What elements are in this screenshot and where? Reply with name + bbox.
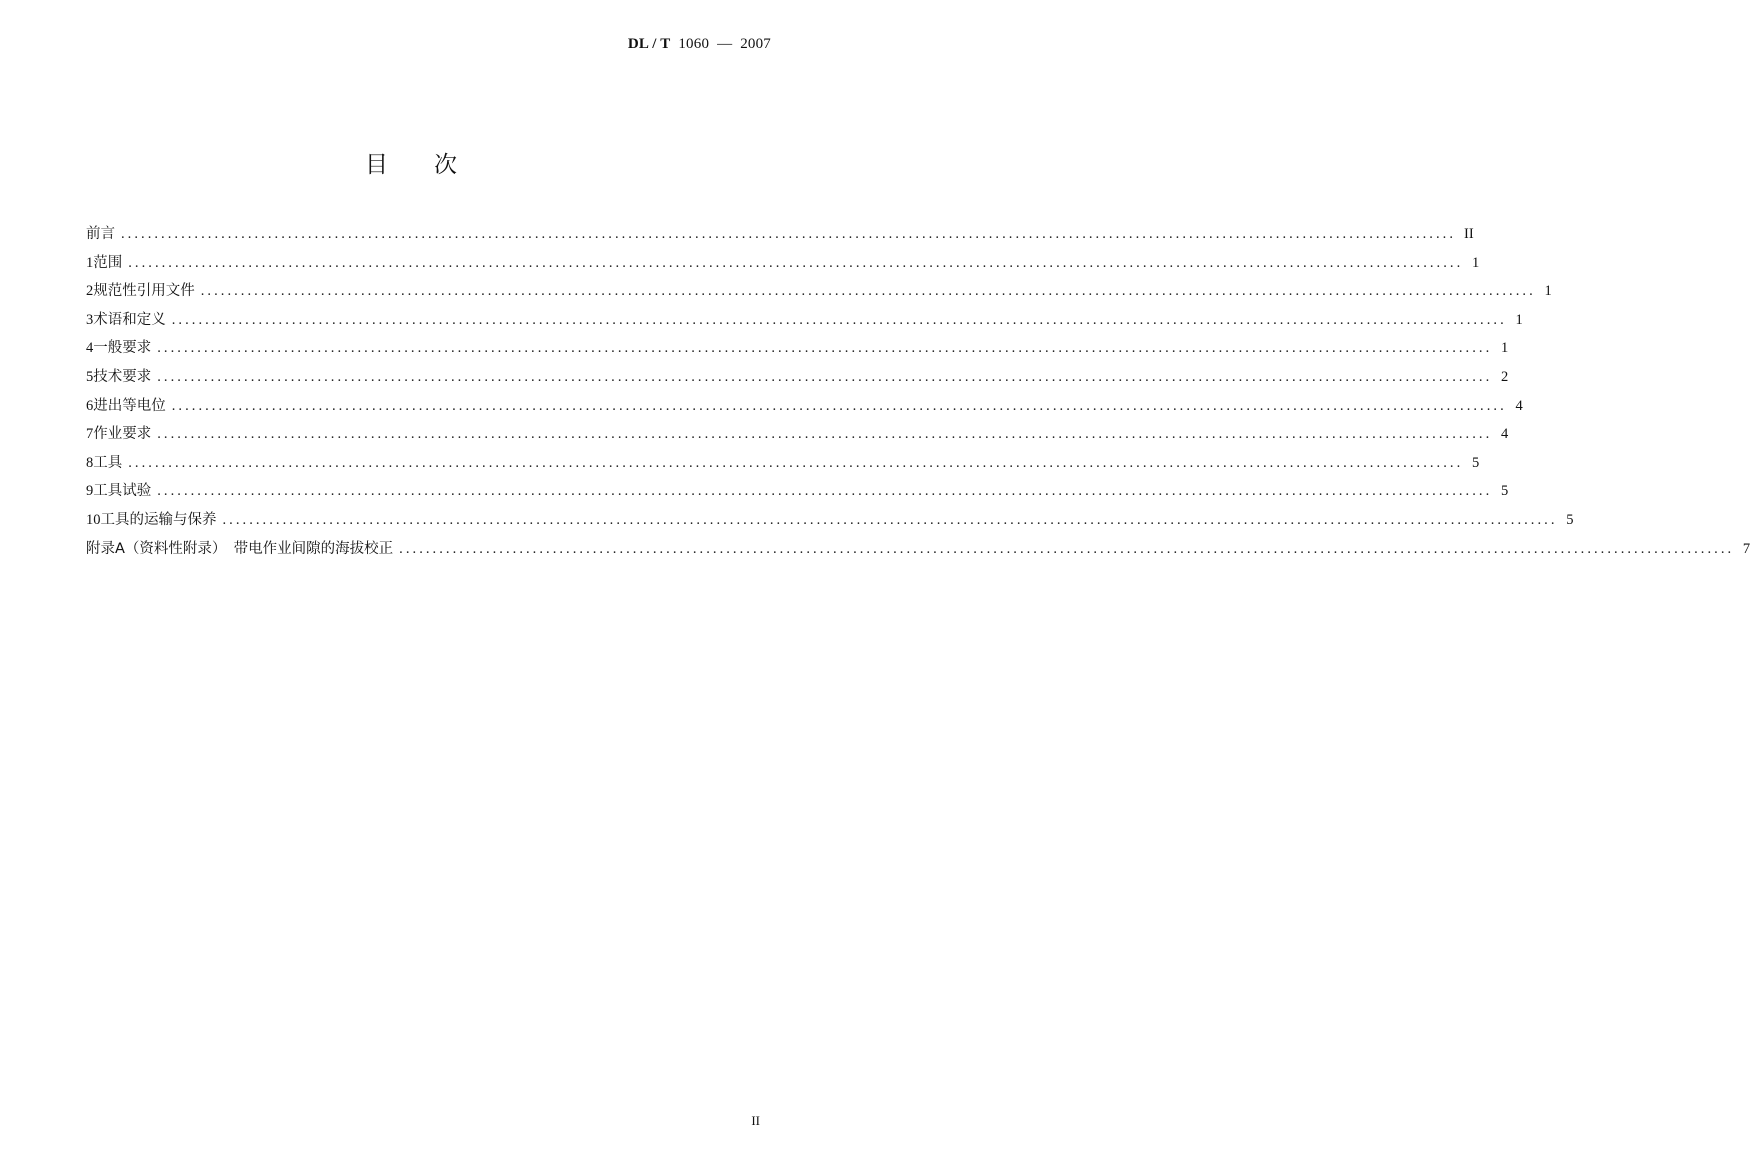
dot-leader: ........................................................................................................................................................................................................	[121, 226, 1456, 242]
toc-entry-label: 进出等电位	[93, 397, 166, 414]
toc-entry-label: 规范性引用文件	[93, 283, 195, 300]
toc-entry-label: 工具试验	[93, 483, 152, 500]
dot-leader: ........................................................................................................................................................................................................	[157, 340, 1493, 357]
toc-entry-page: 1	[1501, 340, 1509, 357]
toc-entry-number: 8	[86, 454, 94, 471]
toc-entry-label: 工具	[93, 454, 123, 471]
toc-entry-label: 术语和定义	[93, 311, 166, 328]
toc-entry-label: 技术要求	[93, 368, 152, 385]
toc-entry-page: 5	[1501, 483, 1509, 500]
toc-entry-label: 前言	[86, 226, 115, 242]
toc-entry-page: 5	[1566, 511, 1574, 528]
dot-leader: ........................................................................................................................................................................................................	[200, 283, 1536, 300]
title-char-2: 次	[434, 152, 457, 178]
dot-leader: ........................................................................................................................................................................................................	[171, 311, 1507, 328]
dot-leader: ........................................................................................................................................................................................................	[171, 397, 1507, 414]
toc-entry-8[interactable]	[86, 452, 1480, 481]
standard-year: 2007	[740, 36, 771, 52]
toc-entry-1[interactable]	[86, 252, 1480, 281]
toc-entry-page: 1	[1472, 254, 1480, 271]
toc-entry-label: 附录A（资料性附录） 带电作业间隙的海拔校正	[86, 540, 394, 557]
toc-entry-number: 1	[86, 254, 94, 271]
toc-entry-label: 一般要求	[93, 340, 152, 357]
toc-entry-label: 工具的运输与保养	[100, 511, 217, 528]
toc-entry-10[interactable]	[86, 509, 1574, 538]
toc-entry-page: 4	[1515, 397, 1523, 414]
toc-entry-number: 5	[86, 368, 94, 385]
header-dash: —	[717, 36, 733, 52]
title-char-1: 目	[365, 152, 388, 178]
toc-entry-page: 5	[1472, 454, 1480, 471]
toc-entry-number: 10	[86, 511, 101, 528]
toc-entry-page: II	[1464, 226, 1474, 242]
dot-leader: ........................................................................................................................................................................................................	[399, 540, 1735, 557]
standard-number: 1060	[678, 36, 710, 52]
document-header	[628, 36, 771, 53]
toc-entry-preface[interactable]	[86, 223, 1474, 252]
page-number-footer: II	[751, 1113, 760, 1128]
table-of-contents	[86, 223, 1750, 566]
toc-entry-page: 7	[1742, 540, 1750, 557]
toc-entry-2[interactable]	[86, 280, 1552, 309]
toc-entry-7[interactable]	[86, 423, 1509, 452]
toc-entry-number: 9	[86, 483, 94, 500]
toc-entry-label: 范围	[93, 254, 123, 271]
dot-leader: ........................................................................................................................................................................................................	[157, 483, 1493, 500]
toc-entry-number: 3	[86, 311, 94, 328]
toc-entry-3[interactable]	[86, 309, 1523, 338]
dot-leader: ........................................................................................................................................................................................................	[128, 454, 1464, 471]
dot-leader: ........................................................................................................................................................................................................	[222, 511, 1558, 528]
toc-entry-page: 1	[1515, 311, 1523, 328]
toc-entry-number: 6	[86, 397, 94, 414]
dot-leader: ........................................................................................................................................................................................................	[157, 426, 1493, 443]
toc-entry-label: 作业要求	[93, 426, 152, 443]
dot-leader: ........................................................................................................................................................................................................	[128, 254, 1464, 271]
dot-leader: ........................................................................................................................................................................................................	[157, 368, 1493, 385]
toc-entry-page: 1	[1544, 283, 1552, 300]
toc-entry-number: 7	[86, 426, 94, 443]
toc-entry-number: 4	[86, 340, 94, 357]
toc-entry-9[interactable]	[86, 480, 1509, 509]
toc-entry-5[interactable]	[86, 366, 1509, 395]
page-title	[0, 146, 822, 179]
toc-entry-4[interactable]	[86, 337, 1509, 366]
toc-entry-page: 4	[1501, 426, 1509, 443]
toc-entry-appendix-a[interactable]	[86, 538, 1750, 567]
toc-entry-page: 2	[1501, 368, 1509, 385]
toc-entry-6[interactable]	[86, 395, 1523, 424]
toc-entry-number: 2	[86, 283, 94, 300]
standard-code: DL / T	[627, 36, 671, 52]
